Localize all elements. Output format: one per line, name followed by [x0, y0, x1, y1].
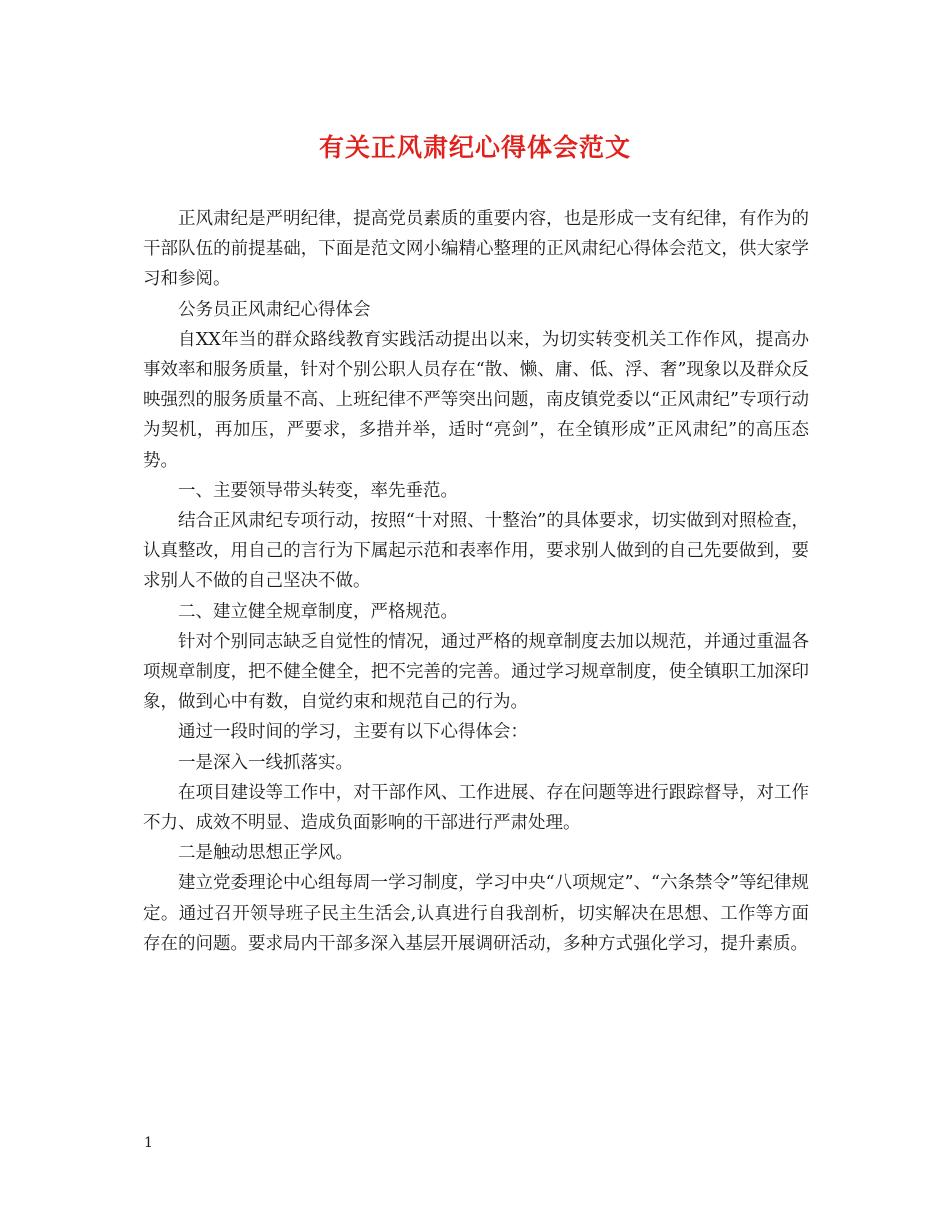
point-heading-1: 一是深入一线抓落实。 — [178, 752, 353, 773]
document-body — [143, 204, 809, 959]
paragraph: 自XX年当的群众路线教育实践活动提出以来，为切实转变机关工作作风，提高办事效率和服务质量，针对个别公职人员存在“散、懒、庸、低、浮、奢”现象以及群众反映强烈的服务质量不高、上班纪律不严等突出问题，南皮镇党委以“正风肃纪”专项行动为契机，再加压，严要求，多措并举，适时“亮剑”，在全镇形成”正风肃纪”的高压态势。 — [143, 329, 809, 471]
section-heading-1: 一、主要领导带头转变，率先垂范。 — [178, 480, 458, 501]
paragraph: 建立党委理论中心组每周一学习制度，学习中央“八项规定”、“六条禁令”等纪律规定。通过召开领导班子民主生活会,认真进行自我剖析，切实解决在思想、工作等方面存在的问题。要求局内干部多深入基层开展调研活动，多种方式强化学习，提升素质。 — [143, 873, 809, 954]
point-heading-2: 二是触动思想正学风。 — [178, 843, 353, 864]
page-number: 1 — [144, 1135, 153, 1151]
paragraph: 在项目建设等工作中，对干部作风、工作进展、存在问题等进行跟踪督导，对工作不力、成效不明显、造成负面影响的干部进行严肃处理。 — [143, 782, 809, 834]
paragraph: 通过一段时间的学习，主要有以下心得体会： — [178, 722, 528, 743]
paragraph: 针对个别同志缺乏自觉性的情况，通过严格的规章制度去加以规范，并通过重温各项规章制度，把不健全健全，把不完善的完善。通过学习规章制度，使全镇职工加深印象，做到心中有数，自觉约束和规范自己的行为。 — [143, 631, 809, 713]
paragraph-heading: 公务员正风肃纪心得体会 — [178, 299, 371, 320]
paragraph: 结合正风肃纪专项行动，按照“十对照、十整治”的具体要求，切实做到对照检查，认真整改，用自己的言行为下属起示范和表率作用，要求别人做到的自己先要做到，要求别人不做的自己坚决不做。 — [143, 511, 809, 592]
paragraph-intro: 正风肃纪是严明纪律，提高党员素质的重要内容，也是形成一支有纪律，有作为的干部队伍的前提基础，下面是范文网小编精心整理的正风肃纪心得体会范文，供大家学习和参阅。 — [143, 209, 809, 290]
section-heading-2: 二、建立健全规章制度，严格规范。 — [178, 601, 458, 622]
document-title: 有关正风肃纪心得体会范文 — [318, 133, 631, 162]
